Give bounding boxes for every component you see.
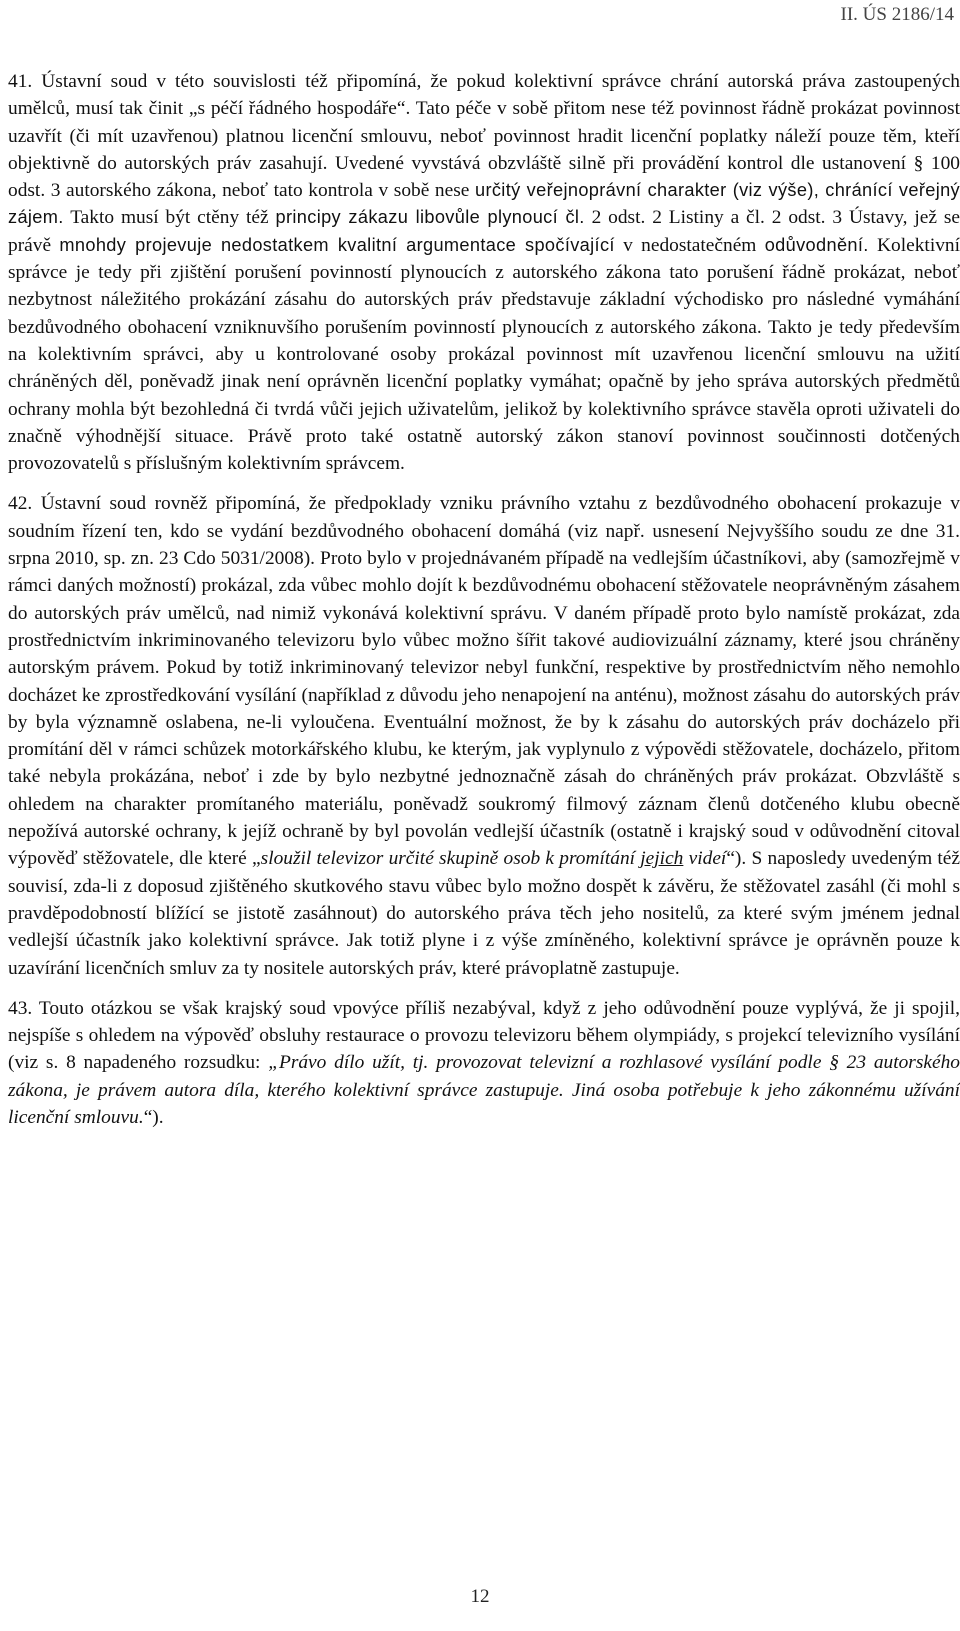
paragraph-41-text: Takto musí být ctěny též bbox=[63, 207, 276, 229]
paragraph-42-text: “). S naposledy uvedeným též souvisí, zda-li z doposud zjištěného skutkového stavu vůbec bylo možno dospět k závěru, že stěžovatel zasáhl (či mohl s pravděpodobností blížící se jistotě zasáhnout) do autorského práva těch jeho nositelů, za které svým jménem jednal vedlejší účastník jako kolektivní správce. Jak totiž plyne i z výše zmíněného, kolektivní správce je oprávněn pouze k uzavírání licenčních smluv za ty nositele autorských práv, které právoplatně zastupuje. bbox=[8, 848, 960, 979]
paragraph-41-text: 3 autorského zákona, neboť tato kontrola v sobě nese bbox=[45, 180, 475, 202]
paragraph-42 bbox=[8, 490, 960, 981]
paragraph-41 bbox=[8, 68, 960, 477]
paragraph-41-text: mnohdy projevuje nedostatkem kvalitní argumentace spočívající bbox=[59, 234, 615, 255]
paragraph-41-text: určitý veřejnoprávní charakter (viz výše), chránící veřejný zájem. bbox=[8, 180, 960, 228]
paragraph-43 bbox=[8, 995, 960, 1131]
paragraph-41-text: v nedostatečném bbox=[614, 234, 765, 256]
paragraph-43-text: 43. Touto otázkou se však krajský soud vpovýce příliš nezabýval, když z jeho odůvodnění pouze vyplývá, že ji spojil, nejspíše s ohledem na výpověď obsluhy restaurace o provozu televizoru během olympiády, s projekcí televizního vysílání (viz s. 8 napadeného rozsudku: bbox=[8, 997, 960, 1074]
paragraph-42-quote: videí bbox=[683, 848, 727, 870]
page-number: 12 bbox=[470, 1586, 490, 1607]
paragraph-41-text: odůvodnění. bbox=[764, 234, 869, 255]
paragraph-41-text: 41. Ústavní soud v této souvislosti též připomíná, že pokud kolektivní správce chrání autorská práva zastoupených umělců, musí tak činit „s péčí řádného hospodáře“. Tato péče v sobě přitom nese též povinnost řádně prokázat povinnost uzavřít (či mít uzavřenou) platnou licenční smlouvu, neboť povinnost hradit licenční poplatky náleží pouze těm, kteří objektivně do autorských práv zasahují. Uvedené vyvstává obzvláště silně při provádění kontrol dle ustanovení § 100 odst. bbox=[8, 71, 960, 202]
paragraph-43-quote: „Právo dílo užít, tj. provozovat televizní a rozhlasové vysílání podle § 23 autorského zákona, je právem autora díla, kterého kolektivní správce zastupuje. Jiná osoba potřebuje k jeho zákonnému užívání licenční smlouvu. bbox=[8, 1052, 960, 1128]
paragraph-43-text: “). bbox=[143, 1106, 164, 1128]
paragraph-42-quote: sloužil televizor určité skupině osob k promítání bbox=[260, 848, 641, 870]
case-reference: II. ÚS 2186/14 bbox=[840, 4, 954, 25]
paragraph-41-text: Kolektivní správce je tedy při zjištění porušení povinností plynoucích z autorského zákona tato porušení řádně prokázat, neboť nezbytnost náležitého prokázání zásahu do autorských práv představuje základní východisko pro následné vymáhání bezdůvodného obohacení vzniknuvšího porušením povinností plynoucích z autorského zákona. Takto je tedy především na kolektivním správci, aby u kontrolované osoby prokázal povinnost mít uzavřenou licenční smlouvu na užití chráněných děl, poněvadž jinak není oprávněn licenční poplatky vymáhat; opačně by jeho správa autorských předmětů ochrany mohla být bezohledná či tvrdá vůči jejich uživatelům, jelikož by kolektivního správce stavěla oproti uživateli do značně výhodnější situace. Právě proto také ostatně autorský zákon stanoví povinnost součinnosti dotčených provozovatelů s příslušným kolektivním správcem. bbox=[8, 234, 960, 475]
paragraph-41-text: principy zákazu libovůle plynoucí čl. bbox=[275, 207, 585, 228]
paragraph-42-quote-underlined: jejich bbox=[640, 848, 684, 870]
paragraph-41-text: 2 odst. 2 Listiny a čl. 2 odst. 3 Ústavy, jež se právě bbox=[8, 207, 960, 256]
document-body bbox=[8, 68, 960, 1131]
paragraph-42-text: 42. Ústavní soud rovněž připomíná, že předpoklady vzniku právního vztahu z bezdůvodného obohacení prokazuje v soudním řízení ten, kdo se vydání bezdůvodného obohacení domáhá (viz např. usnesení Nejvyššího soudu ze dne 31. srpna 2010, sp. zn. 23 Cdo 5031/2008). Proto bylo v projednávaném případě na vedlejším účastníkovi, aby (samozřejmě v rámci daných možností) prokázal, zda vůbec mohlo dojít k bezdůvodnému obohacení stěžovatele neoprávněným zásahem do autorských práv umělců, nad nimiž vykonává kolektivní správu. V daném případě proto bylo namístě prokázat, zda prostřednictvím inkriminovaného televizoru bylo vůbec možno šířit takové audiovizuální záznamy, které jsou chráněny autorským právem. Pokud by totiž inkriminovaný televizor nebyl funkční, respektive by prostřednictvím něho nemohlo docházet ke zprostředkování vysílání (například z důvodu jeho nenapojení na anténu), možnost zásahu do autorských práv by byla významně oslabena, ne-li vyloučena. Eventuální možnost, že by k zásahu do autorských práv docházelo při promítání děl v rámci schůzek motorkářského klubu, ke kterým, jak vyplynulo z výpovědi stěžovatele, docházelo, přitom také nebyla prokázána, neboť i zde by bylo nezbytné jednoznačně zásah do chráněných práv prokázat. Obzvláště s ohledem na charakter promítaného materiálu, poněvadž soukromý filmový záznam členů dotčeného klubu obecně nepožívá autorské ochrany, k jejíž ochraně by byl povolán vedlejší účastník (ostatně i krajský soud v odůvodnění citoval výpověď stěžovatele, dle které „ bbox=[8, 493, 960, 870]
